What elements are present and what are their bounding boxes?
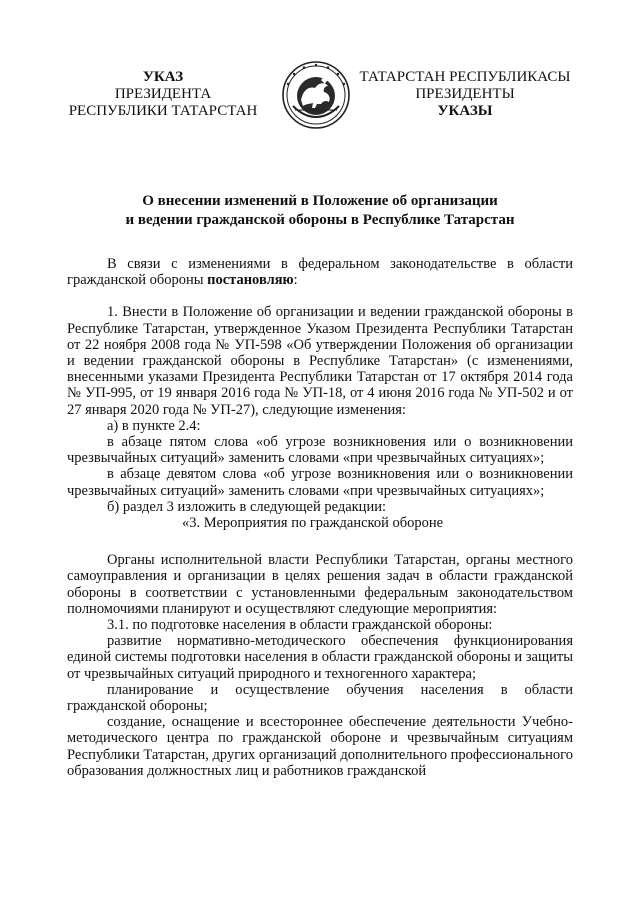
paragraph-10: планирование и осуществление обучения населения в области гражданской обороны;: [67, 681, 573, 715]
paragraph-11: создание, оснащение и всестороннее обеспечение деятельности Учебно-методического центра по гражданской обороне и чрезвычайным ситуациям Республики Татарстан, других организаций дополнительного профессионального образования должностных лиц и работников гражданской: [67, 714, 573, 779]
document-body: [67, 256, 573, 779]
title-line-2: и ведении гражданской обороны в Республике Татарстан: [125, 212, 515, 228]
paragraph-2: а) в пункте 2.4:: [107, 417, 201, 434]
paragraph-intro: [67, 256, 573, 288]
header-tatar: [358, 69, 572, 120]
intro-end: :: [293, 272, 298, 289]
paragraph-9: развитие нормативно-методического обеспечения функционирования единой системы подготовки населения в области гражданской обороны и защиты от чрезвычайных ситуаций природного и техногенного характера;: [67, 633, 573, 682]
header-left-line-2: ПРЕЗИДЕНТА: [114, 86, 212, 102]
intro-bold-word: постановляю: [207, 272, 294, 289]
header-right-line-2: ПРЕЗИДЕНТЫ: [415, 86, 515, 102]
section-heading: «3. Мероприятия по гражданской обороне: [182, 515, 444, 532]
paragraph-7: Органы исполнительной власти Республики Татарстан, органы местного самоуправления и организации в целях решения задач в области гражданской обороны в соответствии с установленными федеральным законодательством полномочиями планируют и осуществляют следующие мероприятия:: [67, 552, 573, 617]
intro-text: В связи с изменениями в федеральном законодательстве в области гражданской обороны: [67, 256, 573, 289]
document-title: [60, 192, 580, 230]
paragraph-8: 3.1. по подготовке населения в области гражданской обороны:: [107, 617, 493, 634]
header-left-line-1: УКАЗ: [142, 69, 184, 85]
decree-header: [0, 60, 640, 130]
paragraph-4: в абзаце девятом слова «об угрозе возникновения или о возникновении чрезвычайных ситуаций» заменить словами «при чрезвычайных ситуациях»;: [67, 466, 573, 499]
header-right-line-1: ТАТАРСТАН РЕСПУБЛИКАСЫ: [359, 69, 571, 85]
title-line-1: О внесении изменений в Положение об организации: [142, 193, 498, 209]
paragraph-3: в абзаце пятом слова «об угрозе возникновения или о возникновении чрезвычайных ситуаций» заменить словами «при чрезвычайных ситуациях»;: [67, 434, 573, 467]
paragraph-5: б) раздел 3 изложить в следующей редакции:: [107, 498, 386, 515]
header-right-line-3: УКАЗЫ: [437, 103, 493, 119]
header-russian: [58, 69, 268, 120]
header-left-line-3: РЕСПУБЛИКИ ТАТАРСТАН: [68, 103, 258, 119]
paragraph-1: 1. Внести в Положение об организации и ведении гражданской обороны в Республике Татарстан, утвержденное Указом Президента Республики Татарстан от 22 ноября 2008 года № УП-598 «Об утверждении Положения об организации и ведении гражданской обороны в Республике Татарстан» (с изменениями, внесенными указами Президента Республики Татарстан от 17 октября 2014 года № УП-995, от 19 января 2016 года № УП-18, от 4 июня 2016 года № УП-502 и от 27 января 2020 года № УП-27), следующие изменения:: [67, 304, 573, 418]
coat-of-arms-icon: [281, 60, 351, 130]
